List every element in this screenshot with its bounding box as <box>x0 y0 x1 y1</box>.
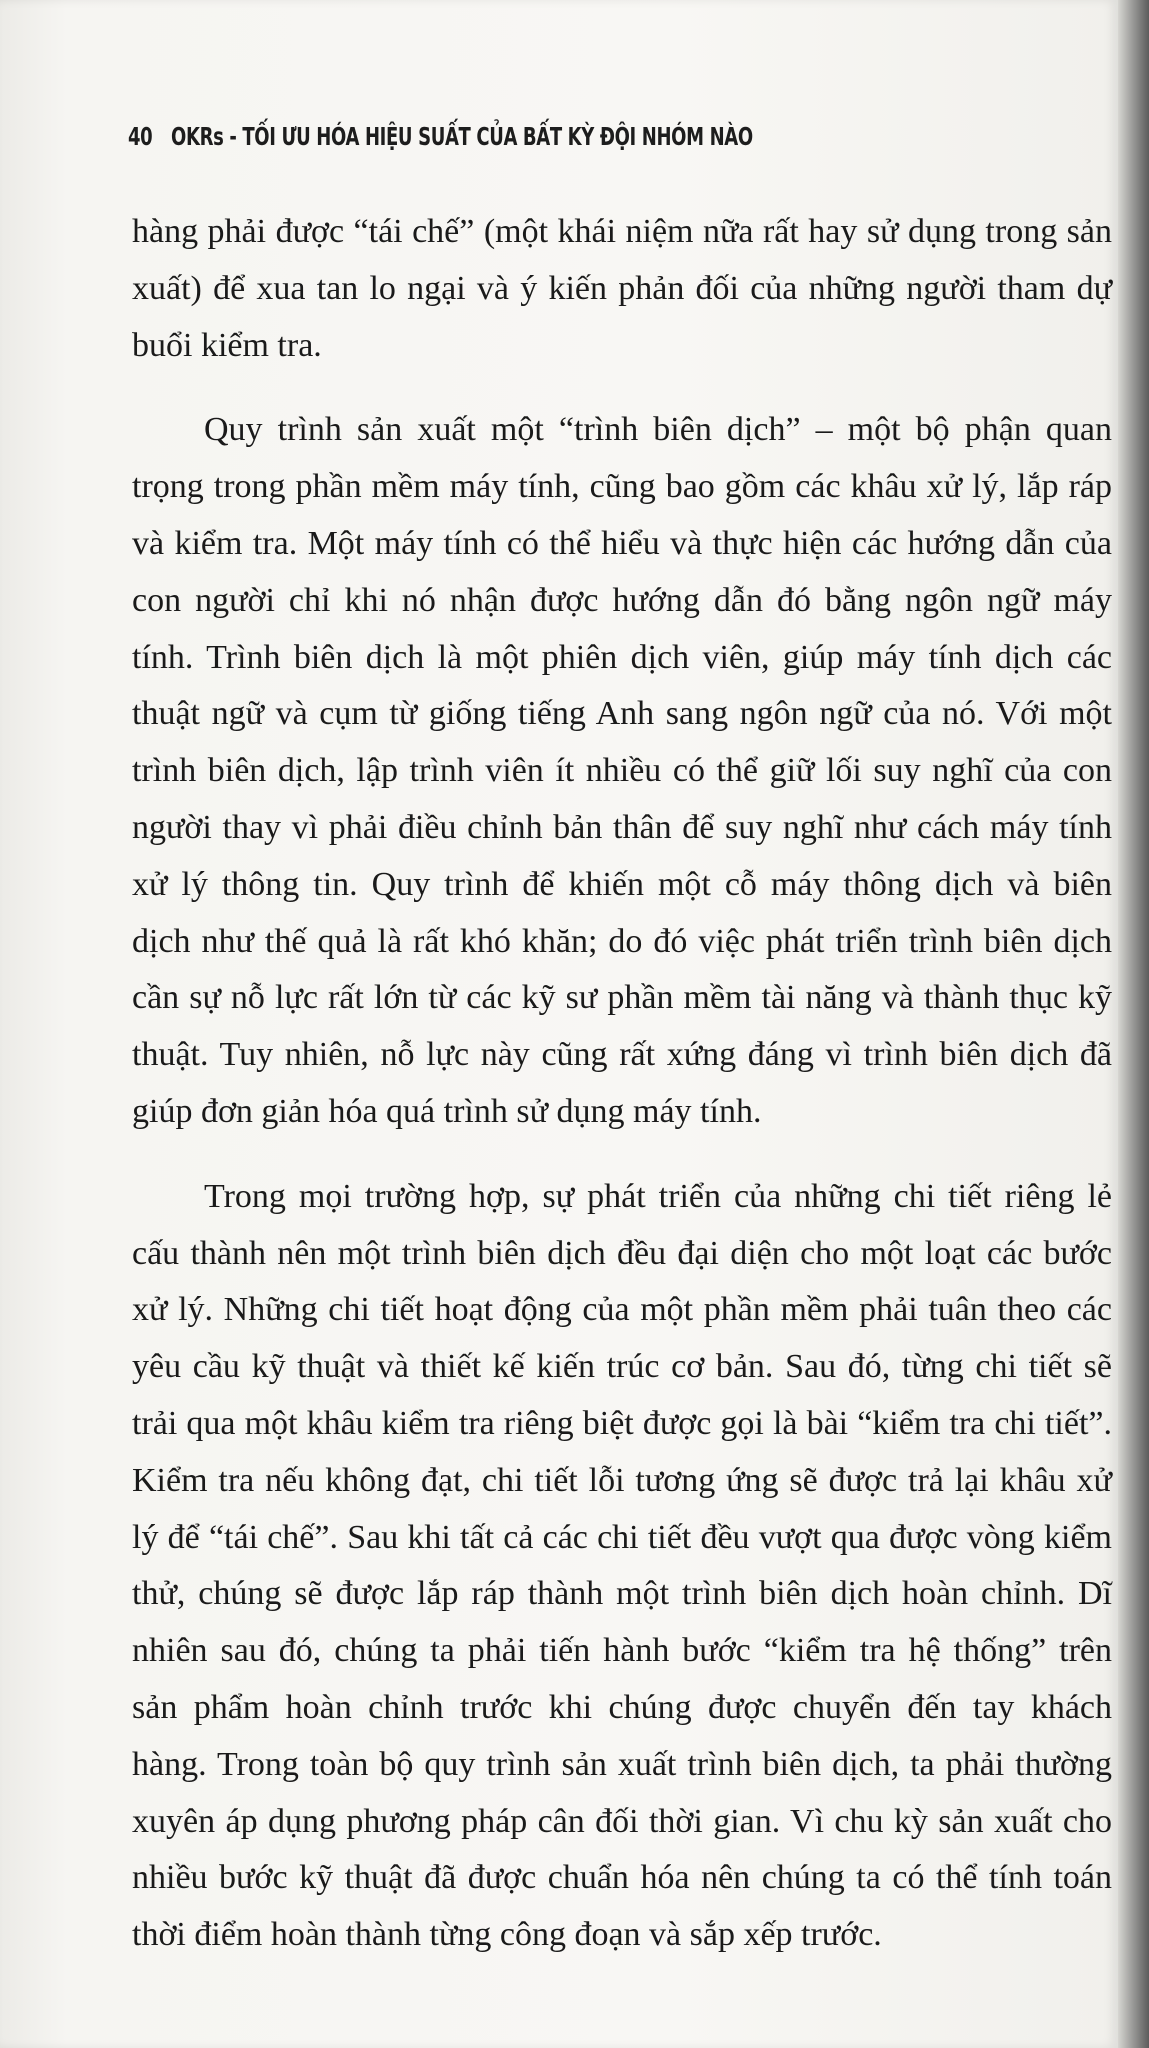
running-title: OKRs - TỐI ƯU HÓA HIỆU SUẤT CỦA BẤT KỲ ĐỘI NHÓM NÀO <box>171 122 753 151</box>
text-line: thời điểm hoàn thành từng công đoạn và sắp xếp trước. <box>132 1916 882 1954</box>
text-line: dịch như thế quả là rất khó khăn; do đó việc phát triển trình biên dịch <box>132 922 1112 960</box>
paragraph <box>132 1169 1112 1964</box>
text-line: lý để “tái chế”. Sau khi tất cả các chi tiết đều vượt qua được vòng kiểm <box>132 1518 1112 1556</box>
text-line: sản phẩm hoàn chỉnh trước khi chúng được chuyển đến tay khách <box>132 1688 1112 1726</box>
running-header <box>128 122 753 151</box>
text-line: trải qua một khâu kiểm tra riêng biệt được gọi là bài “kiểm tra chi tiết”. <box>132 1404 1112 1442</box>
paragraph <box>132 402 1112 1140</box>
page-number: 40 <box>128 122 153 151</box>
text-line: trình biên dịch, lập trình viên ít nhiều có thể giữ lối suy nghĩ của con <box>132 752 1112 790</box>
text-line: người thay vì phải điều chỉnh bản thân để suy nghĩ như cách máy tính <box>132 808 1112 846</box>
text-line: và kiểm tra. Một máy tính có thể hiểu và thực hiện các hướng dẫn của <box>132 524 1112 562</box>
text-line: con người chỉ khi nó nhận được hướng dẫn đó bằng ngôn ngữ máy <box>132 581 1112 619</box>
text-line: xuyên áp dụng phương pháp cân đối thời gian. Vì chu kỳ sản xuất cho <box>132 1802 1112 1840</box>
text-line: xuất) để xua tan lo ngại và ý kiến phản đối của những người tham dự <box>132 269 1112 307</box>
text-line: xử lý thông tin. Quy trình để khiến một cỗ máy thông dịch và biên <box>132 865 1112 903</box>
text-line: Quy trình sản xuất một “trình biên dịch” – một bộ phận quan <box>204 411 1112 449</box>
page-edge-shadow <box>1118 0 1149 2048</box>
text-line: nhiều bước kỹ thuật đã được chuẩn hóa nên chúng ta có thể tính toán <box>132 1859 1112 1897</box>
text-line: cần sự nỗ lực rất lớn từ các kỹ sư phần mềm tài năng và thành thục kỹ <box>132 979 1112 1017</box>
text-line: yêu cầu kỹ thuật và thiết kế kiến trúc cơ bản. Sau đó, từng chi tiết sẽ <box>132 1348 1112 1386</box>
text-line: giúp đơn giản hóa quá trình sử dụng máy tính. <box>132 1092 762 1130</box>
text-line: tính. Trình biên dịch là một phiên dịch viên, giúp máy tính dịch các <box>132 638 1112 676</box>
text-line: buổi kiểm tra. <box>132 326 322 364</box>
text-line: cấu thành nên một trình biên dịch đều đại diện cho một loạt các bước <box>132 1234 1112 1272</box>
text-line: thuật ngữ và cụm từ giống tiếng Anh sang ngôn ngữ của nó. Với một <box>132 695 1112 733</box>
text-line: hàng phải được “tái chế” (một khái niệm nữa rất hay sử dụng trong sản <box>132 213 1112 250</box>
paragraph <box>132 204 1112 374</box>
text-line: thử, chúng sẽ được lắp ráp thành một trình biên dịch hoàn chỉnh. Dĩ <box>132 1575 1112 1613</box>
body-text <box>132 204 1112 1992</box>
text-line: Kiểm tra nếu không đạt, chi tiết lỗi tương ứng sẽ được trả lại khâu xử <box>132 1461 1112 1499</box>
text-line: nhiên sau đó, chúng ta phải tiến hành bước “kiểm tra hệ thống” trên <box>132 1632 1112 1670</box>
text-line: hàng. Trong toàn bộ quy trình sản xuất trình biên dịch, ta phải thường <box>132 1745 1112 1783</box>
text-line: Trong mọi trường hợp, sự phát triển của những chi tiết riêng lẻ <box>204 1177 1112 1215</box>
text-line: trọng trong phần mềm máy tính, cũng bao gồm các khâu xử lý, lắp ráp <box>132 468 1112 506</box>
text-line: thuật. Tuy nhiên, nỗ lực này cũng rất xứng đáng vì trình biên dịch đã <box>132 1036 1112 1074</box>
text-line: xử lý. Những chi tiết hoạt động của một phần mềm phải tuân theo các <box>132 1291 1112 1329</box>
